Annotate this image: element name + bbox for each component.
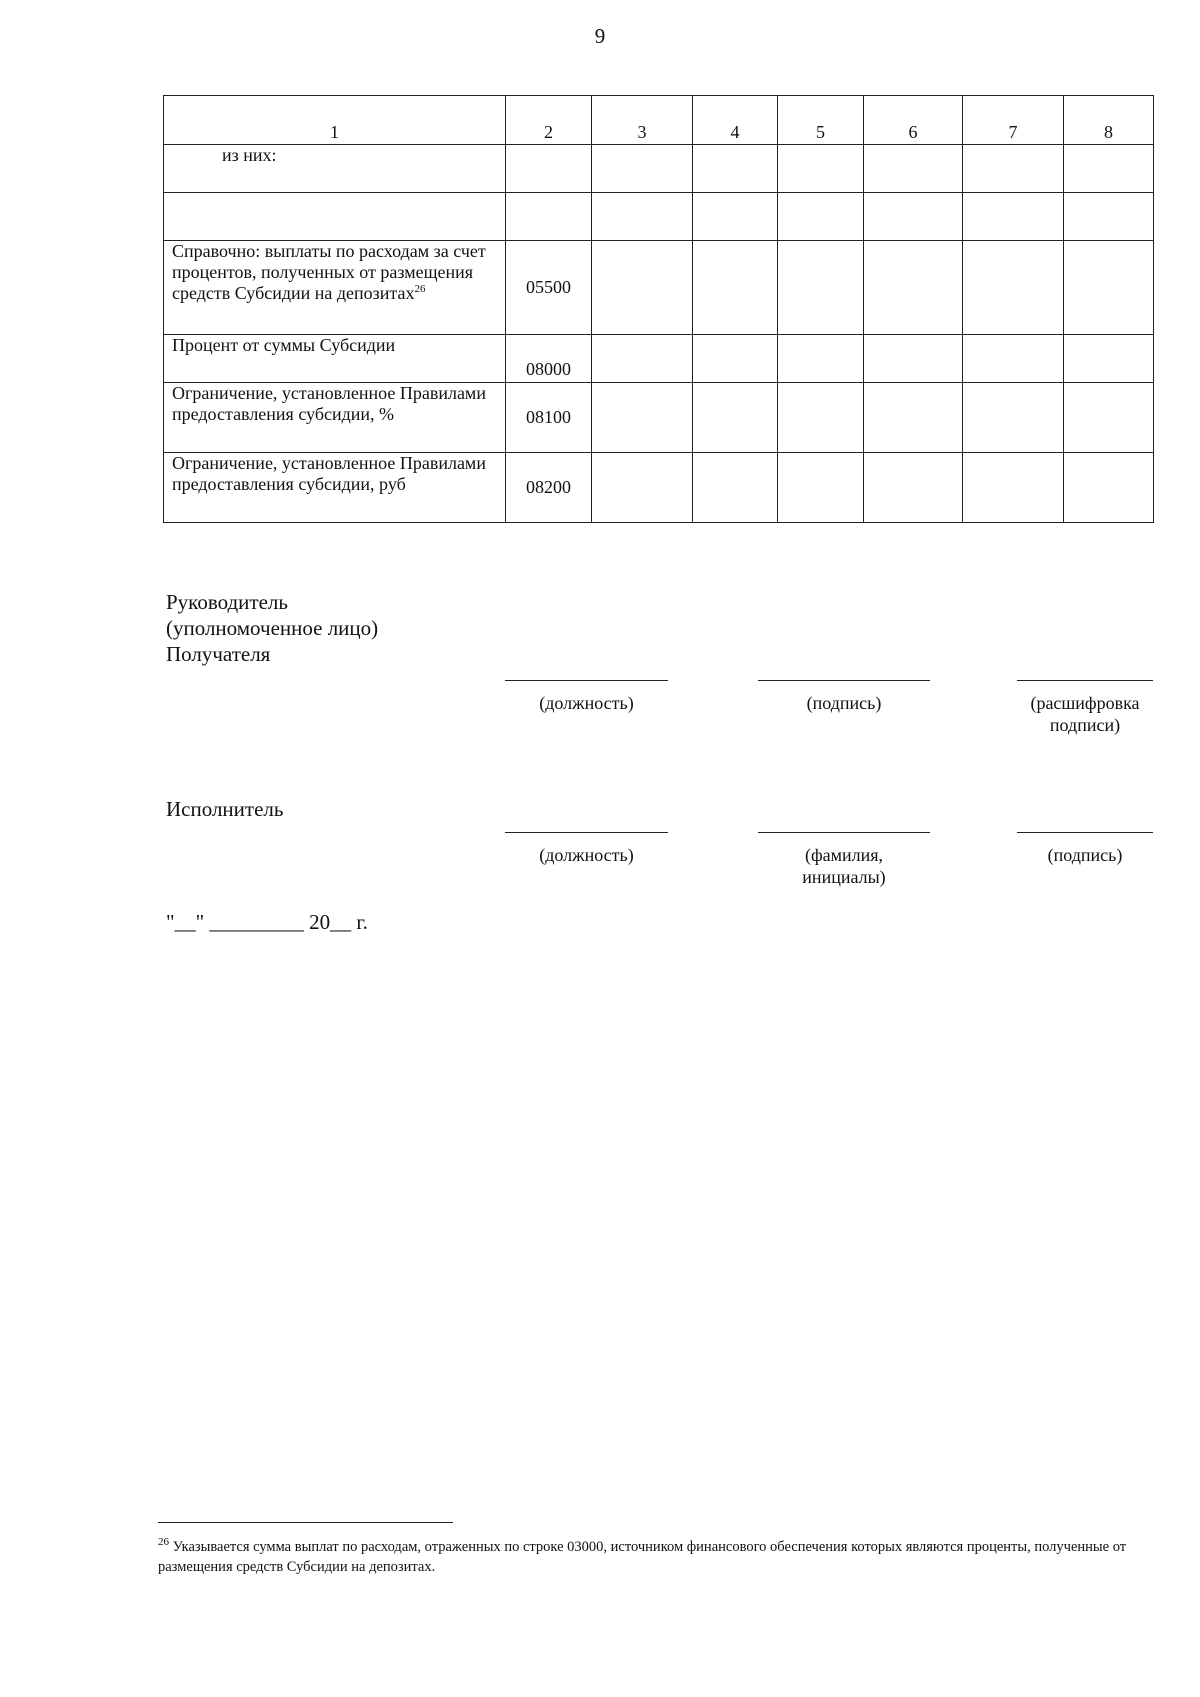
row-code: 08200 — [506, 453, 592, 523]
footnote-rule — [158, 1522, 453, 1523]
head-label-line: (уполномоченное лицо) — [166, 616, 379, 640]
head-signature-label — [166, 589, 378, 667]
caption-line: инициалы) — [802, 867, 886, 887]
row-code: 08000 — [506, 335, 592, 383]
row-code — [506, 145, 592, 193]
signature-line — [758, 680, 930, 681]
header-cell: 5 — [778, 96, 864, 145]
table-header-row — [164, 96, 1154, 145]
table-row — [164, 453, 1154, 523]
caption-name — [758, 844, 930, 888]
row-label: Ограничение, установленное Правилами предоставления субсидии, руб — [164, 453, 506, 523]
row-label: Ограничение, установленное Правилами предоставления субсидии, % — [164, 383, 506, 453]
caption-position: (должность) — [539, 845, 634, 865]
row-label: из них: — [164, 145, 506, 193]
report-table — [163, 95, 1154, 523]
row-code — [506, 193, 592, 241]
row-label: Процент от суммы Субсидии — [164, 335, 506, 383]
header-cell: 2 — [506, 96, 592, 145]
header-cell: 3 — [592, 96, 693, 145]
signature-line — [1017, 832, 1153, 833]
header-cell: 7 — [963, 96, 1064, 145]
signature-line — [505, 832, 668, 833]
row-label-text: Справочно: выплаты по расходам за счет процентов, полученных от размещения средств Субсидии на депозитах — [172, 241, 486, 303]
table-row — [164, 335, 1154, 383]
row-label — [164, 241, 506, 335]
head-label-line: Получателя — [166, 642, 271, 666]
table-row — [164, 241, 1154, 335]
table-row — [164, 145, 1154, 193]
executor-label: Исполнитель — [166, 797, 284, 821]
caption-signature: (подпись) — [806, 693, 882, 713]
caption-position: (должность) — [539, 693, 634, 713]
caption-line: (фамилия, — [804, 845, 884, 865]
signature-line — [758, 832, 930, 833]
date-line: "__" _________ 20__ г. — [166, 910, 368, 934]
caption-line: (расшифровка — [1030, 693, 1140, 713]
footnote-ref: 26 — [414, 283, 426, 295]
row-code: 05500 — [506, 241, 592, 335]
footnote-number: 26 — [158, 1536, 169, 1549]
table-row — [164, 383, 1154, 453]
caption-signature: (подпись) — [1047, 845, 1123, 865]
signature-line — [505, 680, 668, 681]
head-label-line: Руководитель — [166, 590, 288, 614]
signature-line — [1017, 680, 1153, 681]
row-code: 08100 — [506, 383, 592, 453]
header-cell: 6 — [864, 96, 963, 145]
footnote-text: Указывается сумма выплат по расходам, отраженных по строке 03000, источником финансового обеспечения которых являются проценты, полученные от размещения средств Субсидии на депозитах. — [158, 1539, 1127, 1575]
caption-signature-decoding — [1010, 692, 1160, 736]
caption-line: подписи) — [1049, 715, 1121, 735]
footnote — [158, 1537, 1158, 1577]
table-row — [164, 193, 1154, 241]
header-cell: 8 — [1064, 96, 1154, 145]
page-number: 9 — [594, 24, 606, 48]
header-cell: 4 — [693, 96, 778, 145]
row-label — [164, 193, 506, 241]
header-cell: 1 — [164, 96, 506, 145]
